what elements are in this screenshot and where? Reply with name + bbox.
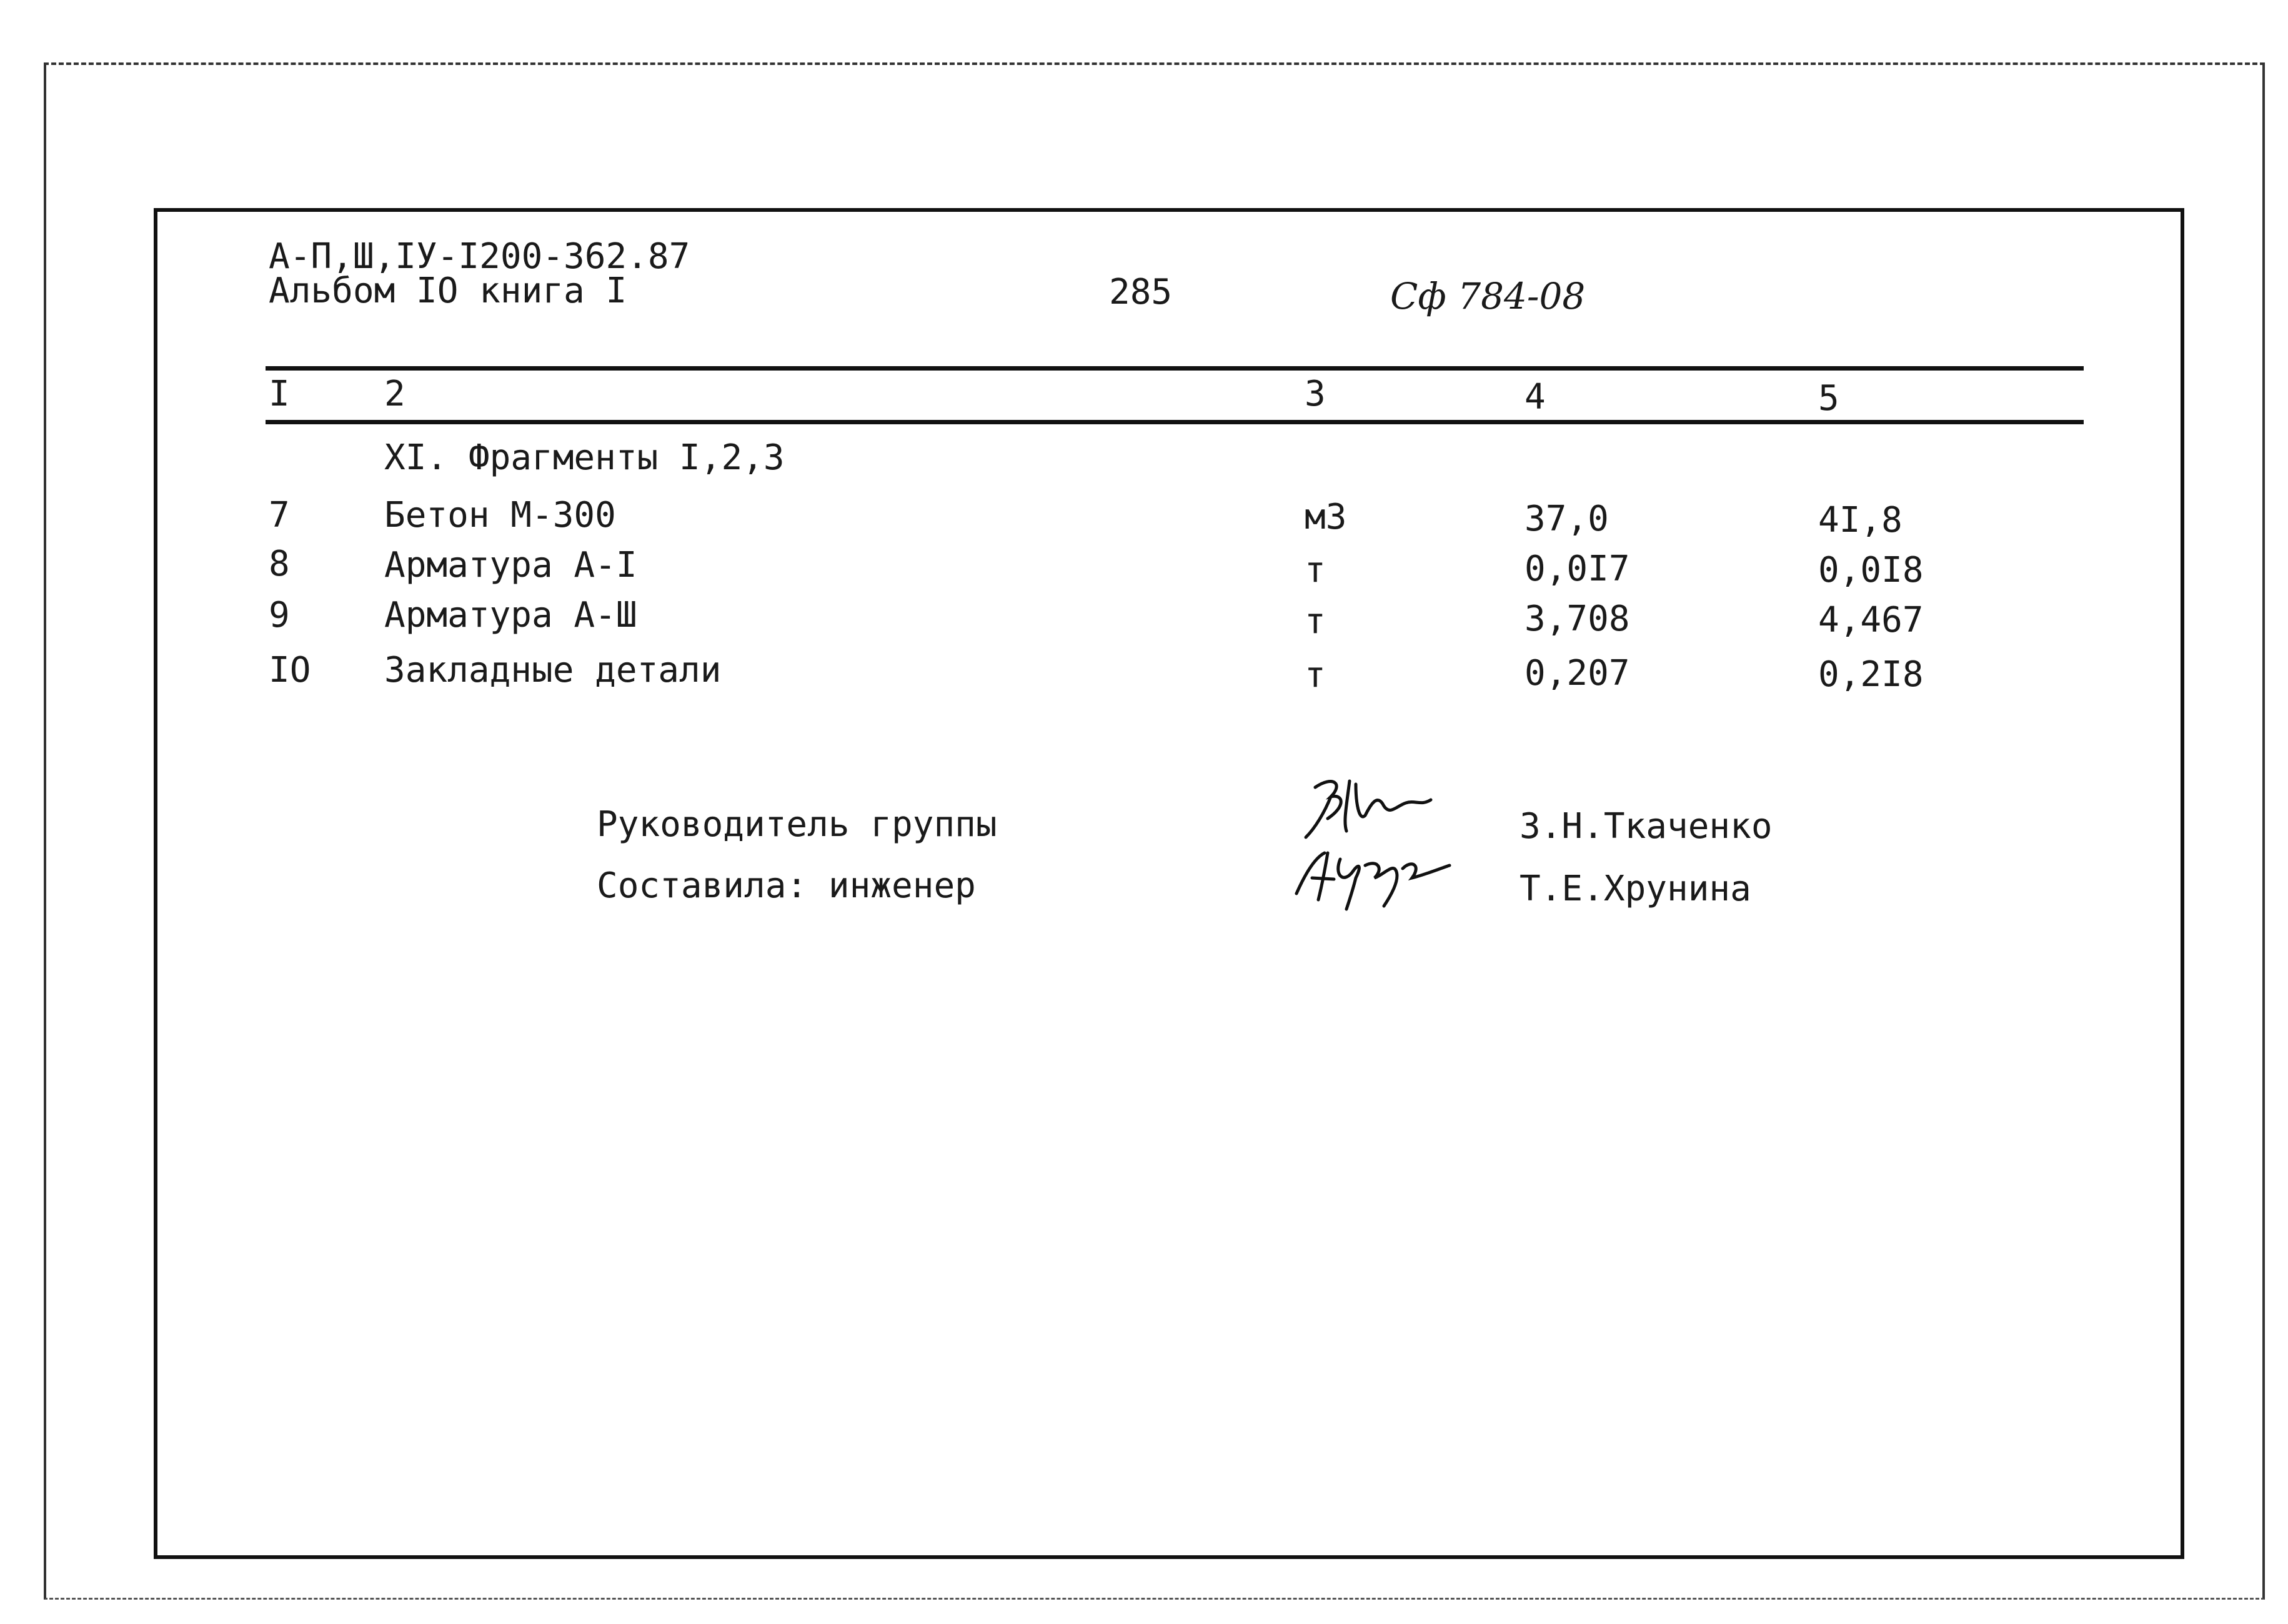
table-header-rule <box>266 420 2084 424</box>
role-engineer: Составила: инженер <box>597 865 976 906</box>
section-title: ХІ. Фрагменты І,2,3 <box>384 437 785 478</box>
row-number: 7 <box>269 495 290 536</box>
table-top-rule <box>266 366 2084 371</box>
document-border <box>154 208 2184 1559</box>
column-header-4: 4 <box>1525 377 1546 417</box>
value-col-5: 0,2І8 <box>1818 654 1924 695</box>
unit: т <box>1305 550 1326 590</box>
column-header-5: 5 <box>1818 378 1839 419</box>
value-col-4: 3,708 <box>1525 599 1630 639</box>
column-header-1: І <box>269 374 290 414</box>
value-col-4: 37,0 <box>1525 499 1609 539</box>
column-header-2: 2 <box>384 374 405 414</box>
album-label: Альбом ІО книга І <box>269 271 627 311</box>
unit: м3 <box>1305 497 1347 537</box>
value-col-5: 0,0І8 <box>1818 550 1924 590</box>
material-name: Бетон М-300 <box>384 495 616 536</box>
name-tkachenko: З.Н.Ткаченко <box>1520 806 1773 847</box>
document-number: Сф 784-08 <box>1390 275 1586 317</box>
unit: т <box>1305 601 1326 642</box>
column-header-3: 3 <box>1305 374 1326 414</box>
material-name: Арматура А-Ш <box>384 595 637 635</box>
unit: т <box>1305 655 1326 695</box>
signature-khrunina <box>1290 840 1459 915</box>
material-name: Закладные детали <box>384 650 722 690</box>
role-group-leader: Руководитель группы <box>597 804 997 845</box>
name-khrunina: Т.Е.Хрунина <box>1520 869 1751 909</box>
value-col-4: 0,0І7 <box>1525 549 1630 589</box>
value-col-4: 0,207 <box>1525 653 1630 694</box>
row-number: 8 <box>269 544 290 584</box>
row-number: 9 <box>269 595 290 635</box>
value-col-5: 4І,8 <box>1818 500 1903 541</box>
row-number: ІО <box>269 650 311 690</box>
signature-tkachenko <box>1296 769 1446 850</box>
page-number: 285 <box>1109 272 1173 312</box>
value-col-5: 4,467 <box>1818 600 1924 640</box>
document-code: А-П,Ш,ІУ-І200-362.87 <box>269 236 690 277</box>
material-name: Арматура А-І <box>384 545 637 585</box>
